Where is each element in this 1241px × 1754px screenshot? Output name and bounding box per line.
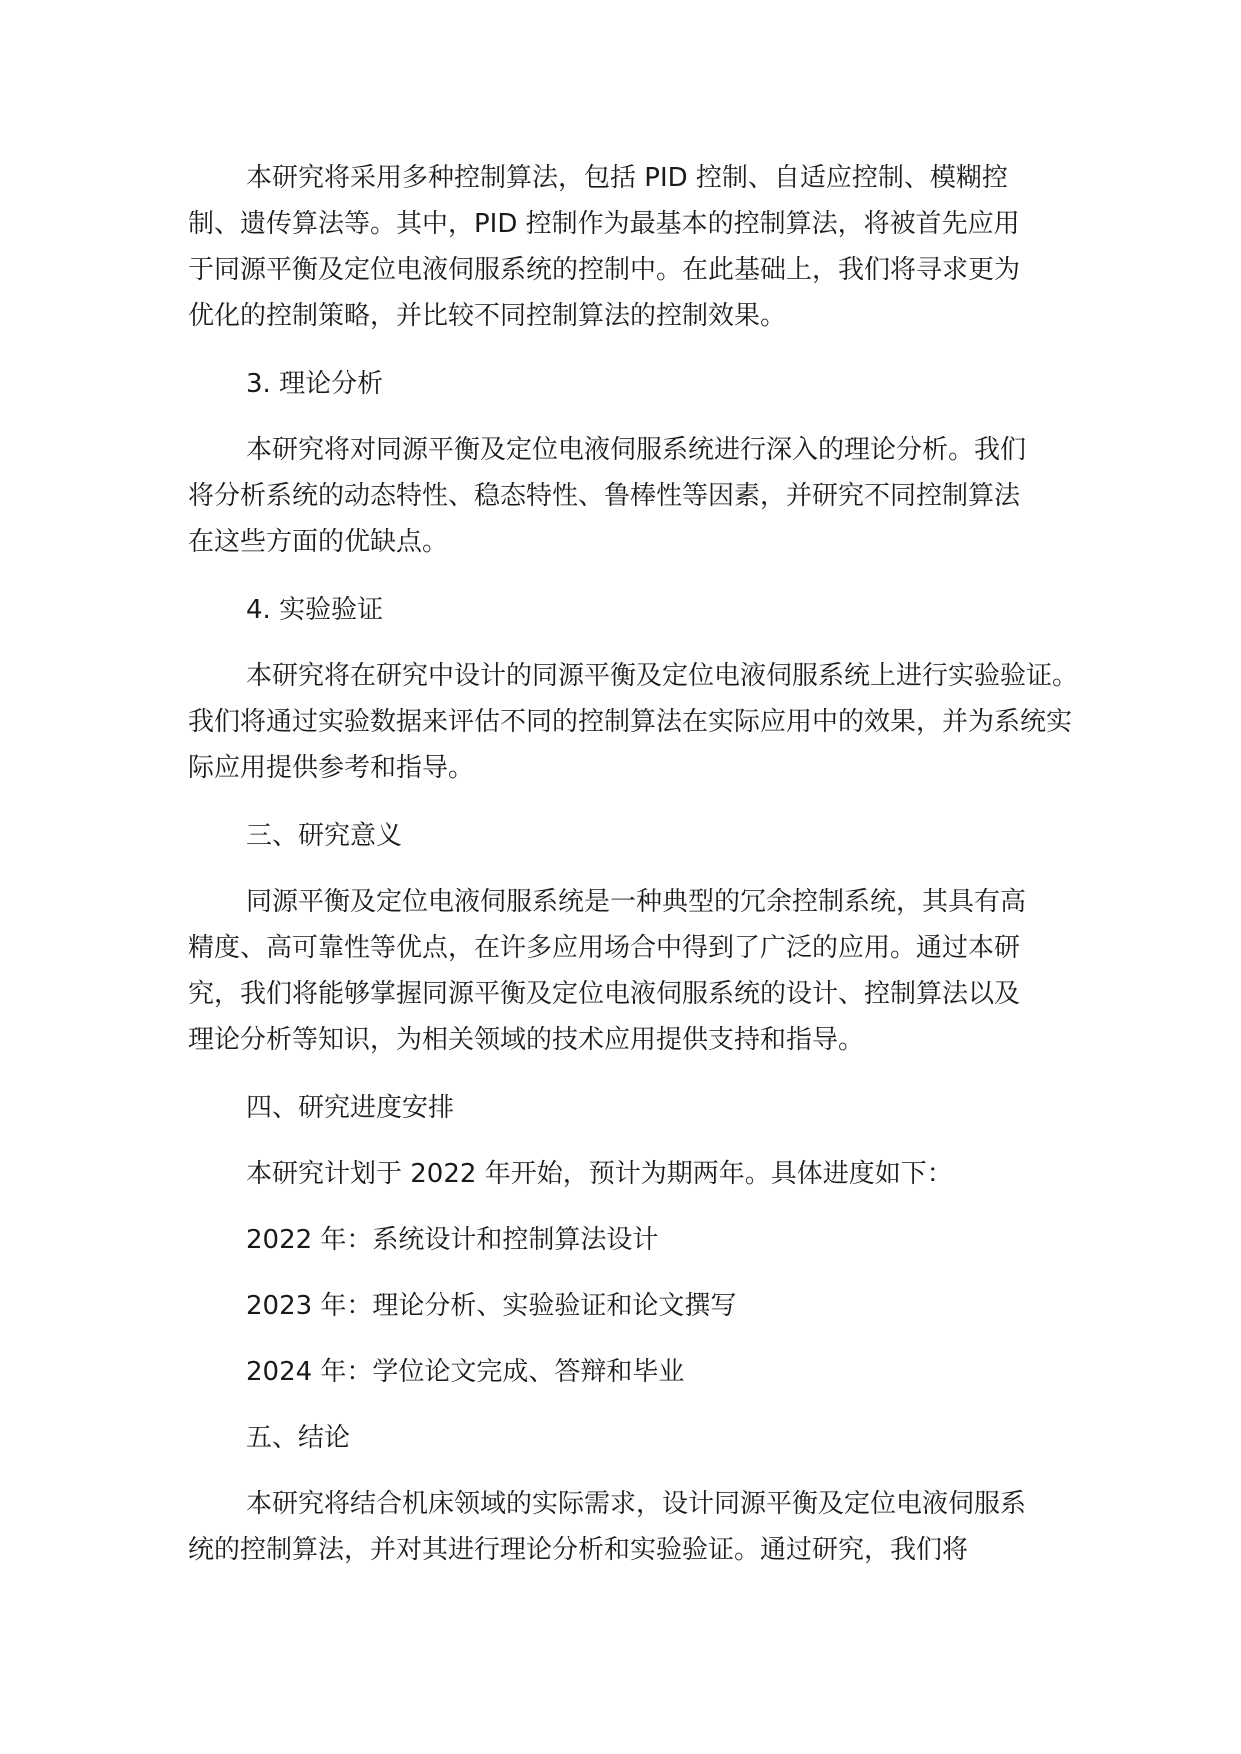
heading-experiment-verification: 4. 实验验证 bbox=[246, 595, 384, 625]
paragraph-control-algorithms: 本研究将采用多种控制算法，包括 PID 控制、自适应控制、模糊控制、遗传算法等。其中，PID 控制作为最基本的控制算法，将被首先应用于同源平衡及定位电液伺服系统的控制中。在此基础上，我们将寻求更为优化的控制策略，并比较不同控制算法的控制效果。 bbox=[188, 163, 1021, 331]
paragraph-theory-analysis: 本研究将对同源平衡及定位电液伺服系统进行深入的理论分析。我们将分析系统的动态特性、稳态特性、鲁棒性等因素，并研究不同控制算法在这些方面的优缺点。 bbox=[188, 435, 1027, 557]
schedule-item-2024: 2024 年：学位论文完成、答辩和毕业 bbox=[246, 1357, 685, 1387]
paragraph-experiment-verification: 本研究将在研究中设计的同源平衡及定位电液伺服系统上进行实验验证。我们将通过实验数据来评估不同的控制算法在实际应用中的效果，并为系统实际应用提供参考和指导。 bbox=[188, 661, 1079, 783]
document-page bbox=[188, 155, 1088, 1595]
paragraph-schedule-intro: 本研究计划于 2022 年开始，预计为期两年。具体进度如下： bbox=[246, 1159, 953, 1189]
heading-theory-analysis: 3. 理论分析 bbox=[246, 369, 384, 399]
heading-conclusion: 五、结论 bbox=[246, 1423, 351, 1453]
heading-research-significance: 三、研究意义 bbox=[246, 821, 403, 851]
paragraph-conclusion: 本研究将结合机床领域的实际需求，设计同源平衡及定位电液伺服系统的控制算法，并对其进行理论分析和实验验证。通过研究，我们将 bbox=[188, 1489, 1027, 1565]
heading-schedule: 四、研究进度安排 bbox=[246, 1093, 455, 1123]
schedule-item-2023: 2023 年：理论分析、实验验证和论文撰写 bbox=[246, 1291, 737, 1321]
paragraph-research-significance: 同源平衡及定位电液伺服系统是一种典型的冗余控制系统，其具有高精度、高可靠性等优点，在许多应用场合中得到了广泛的应用。通过本研究，我们将能够掌握同源平衡及定位电液伺服系统的设计、控制算法以及理论分析等知识，为相关领域的技术应用提供支持和指导。 bbox=[188, 887, 1027, 1055]
schedule-item-2022: 2022 年：系统设计和控制算法设计 bbox=[246, 1225, 659, 1255]
